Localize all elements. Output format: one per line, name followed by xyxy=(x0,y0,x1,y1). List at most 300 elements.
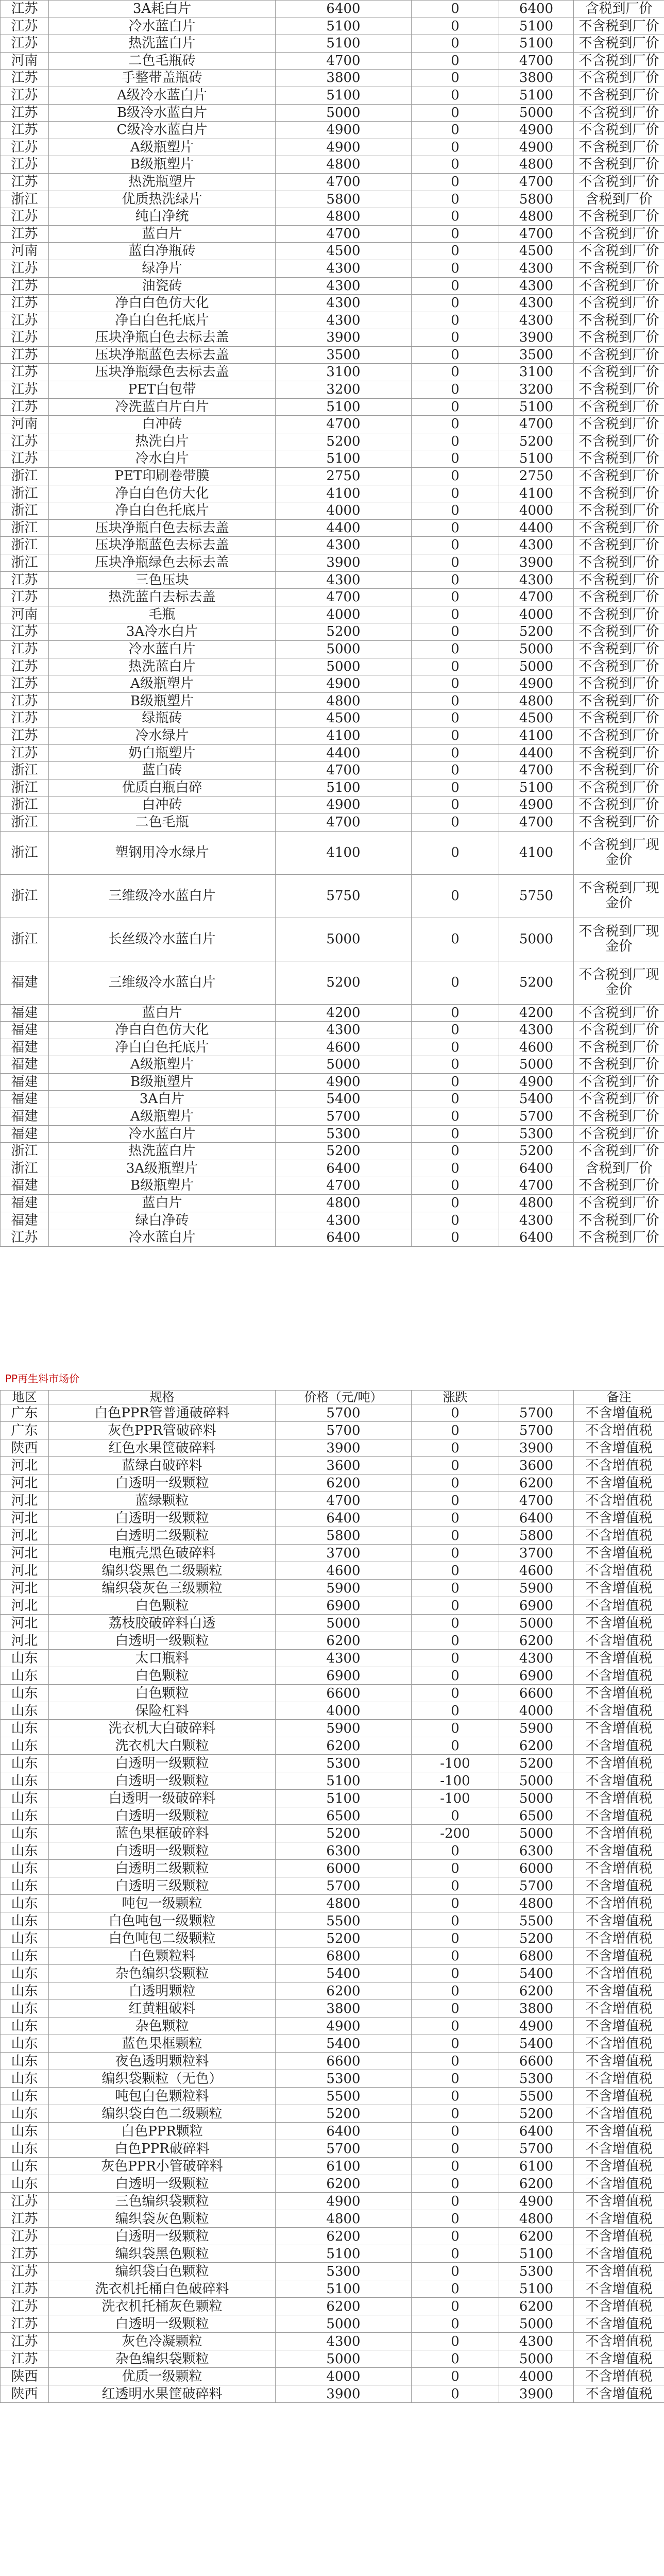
net-price-cell: 6500 xyxy=(499,1807,574,1825)
change-cell: 0 xyxy=(412,727,499,744)
table-row xyxy=(1,1562,664,1580)
region-cell: 陕西 xyxy=(1,2368,49,2385)
change-cell: 0 xyxy=(412,156,499,174)
table-row xyxy=(1,1965,664,1982)
region-cell: 河北 xyxy=(1,1632,49,1650)
note-cell: 不含增值税 xyxy=(574,1667,664,1685)
price-cell: 4700 xyxy=(276,173,412,191)
table-row xyxy=(1,1212,664,1229)
table-row xyxy=(1,1195,664,1212)
change-cell: 0 xyxy=(412,2228,499,2245)
price-cell: 5000 xyxy=(276,1056,412,1074)
note-cell: 不含增值税 xyxy=(574,2385,664,2403)
region-cell: 福建 xyxy=(1,961,49,1004)
change-cell: 0 xyxy=(412,398,499,416)
table-row xyxy=(1,2280,664,2298)
note-cell: 不含增值税 xyxy=(574,2175,664,2193)
note-cell: 含税到厂价 xyxy=(574,1,664,18)
spec-cell: 压块净瓶白色去标去盖 xyxy=(49,329,276,347)
price-cell: 3500 xyxy=(276,346,412,364)
net-price-cell: 4800 xyxy=(499,1195,574,1212)
spec-cell: 白透明三级颗粒 xyxy=(49,1877,276,1895)
price-cell: 6400 xyxy=(276,1510,412,1527)
note-cell: 不含税到厂价 xyxy=(574,70,664,87)
net-price-cell: 5000 xyxy=(499,658,574,675)
price-cell: 4300 xyxy=(276,1022,412,1039)
table-row xyxy=(1,1615,664,1632)
price-cell: 6400 xyxy=(276,1160,412,1177)
spec-cell: 压块净瓶白色去标去盖 xyxy=(49,519,276,537)
region-cell: 浙江 xyxy=(1,485,49,502)
spec-cell: 洗衣机托桶灰色颗粒 xyxy=(49,2298,276,2315)
table-row xyxy=(1,2315,664,2333)
price-cell: 6200 xyxy=(276,2175,412,2193)
spec-cell: 绿净片 xyxy=(49,260,276,277)
note-cell: 不含税到厂价 xyxy=(574,433,664,450)
net-price-cell: 4800 xyxy=(499,2210,574,2228)
net-price-cell: 4900 xyxy=(499,1073,574,1091)
note-cell: 不含税到厂价 xyxy=(574,35,664,53)
net-price-cell: 5000 xyxy=(499,918,574,961)
table-row xyxy=(1,1667,664,1685)
note-cell: 不含增值税 xyxy=(574,1772,664,1790)
change-cell: 0 xyxy=(412,502,499,520)
table-row xyxy=(1,485,664,502)
spec-cell: 洗衣机大白颗粒 xyxy=(49,1737,276,1755)
spec-cell: 热洗蓝白去标去盖 xyxy=(49,589,276,606)
net-price-cell: 4900 xyxy=(499,122,574,139)
region-cell: 河北 xyxy=(1,1562,49,1580)
spec-cell: 长丝级冷水蓝白片 xyxy=(49,918,276,961)
spec-cell: 三维级冷水蓝白片 xyxy=(49,874,276,918)
table-row xyxy=(1,1702,664,1720)
note-cell: 不含增值税 xyxy=(574,1755,664,1772)
spec-cell: 白色PPR破碎料 xyxy=(49,2140,276,2158)
change-cell: 0 xyxy=(412,208,499,226)
region-cell: 江苏 xyxy=(1,104,49,122)
region-cell: 山东 xyxy=(1,1825,49,1842)
spec-cell: 红色水果筐破碎料 xyxy=(49,1439,276,1457)
change-cell: 0 xyxy=(412,1422,499,1439)
table-row xyxy=(1,874,664,918)
net-price-cell: 4700 xyxy=(499,589,574,606)
note-cell: 不含税到厂价 xyxy=(574,52,664,70)
note-cell: 不含税到厂价 xyxy=(574,485,664,502)
change-cell: 0 xyxy=(412,87,499,104)
spec-cell: 白透明一级颗粒 xyxy=(49,1632,276,1650)
net-price-cell: 4000 xyxy=(499,1702,574,1720)
spec-cell: 白透明一级颗粒 xyxy=(49,1807,276,1825)
change-cell: 0 xyxy=(412,35,499,53)
net-price-cell: 5400 xyxy=(499,1091,574,1108)
spec-cell: 编织袋灰色颗粒 xyxy=(49,2210,276,2228)
price-cell: 4300 xyxy=(276,2333,412,2350)
price-cell: 4800 xyxy=(276,692,412,710)
net-price-cell: 4800 xyxy=(499,692,574,710)
price-cell: 2750 xyxy=(276,468,412,485)
table-row xyxy=(1,122,664,139)
table-row xyxy=(1,762,664,779)
price-cell: 5000 xyxy=(276,2350,412,2368)
change-cell: -200 xyxy=(412,1825,499,1842)
net-price-cell: 4300 xyxy=(499,312,574,329)
change-cell: 0 xyxy=(412,1039,499,1056)
table-row xyxy=(1,1912,664,1930)
net-price-cell: 6400 xyxy=(499,1,574,18)
change-cell: 0 xyxy=(412,589,499,606)
region-cell: 浙江 xyxy=(1,762,49,779)
change-cell: 0 xyxy=(412,1125,499,1143)
price-cell: 5200 xyxy=(276,1825,412,1842)
change-cell: 0 xyxy=(412,52,499,70)
net-price-cell: 5700 xyxy=(499,1422,574,1439)
table-row xyxy=(1,139,664,156)
net-price-cell: 4300 xyxy=(499,1022,574,1039)
spec-cell: 冷洗蓝白片白片 xyxy=(49,398,276,416)
note-cell: 不含增值税 xyxy=(574,1580,664,1597)
net-price-cell: 4000 xyxy=(499,2368,574,2385)
table-row xyxy=(1,961,664,1004)
change-cell: -100 xyxy=(412,1790,499,1807)
region-cell: 江苏 xyxy=(1,1229,49,1247)
table-row xyxy=(1,468,664,485)
net-price-cell: 5900 xyxy=(499,1580,574,1597)
region-cell: 山东 xyxy=(1,1667,49,1685)
price-cell: 4700 xyxy=(276,52,412,70)
note-cell: 不含增值税 xyxy=(574,1685,664,1702)
net-price-cell: 4200 xyxy=(499,1004,574,1022)
price-cell: 3800 xyxy=(276,70,412,87)
net-price-cell: 3100 xyxy=(499,364,574,381)
price-cell: 3200 xyxy=(276,381,412,399)
price-cell: 5000 xyxy=(276,658,412,675)
table-row xyxy=(1,208,664,226)
spec-cell: 蓝绿白破碎料 xyxy=(49,1457,276,1475)
table-row xyxy=(1,1,664,18)
table-row xyxy=(1,519,664,537)
net-price-cell: 4900 xyxy=(499,2018,574,2035)
region-cell: 山东 xyxy=(1,2000,49,2018)
spec-cell: 二色毛瓶 xyxy=(49,814,276,831)
note-cell: 不含增值税 xyxy=(574,2018,664,2035)
price-cell: 4300 xyxy=(276,537,412,554)
spec-cell: 净白白色仿大化 xyxy=(49,485,276,502)
change-cell: 0 xyxy=(412,1562,499,1580)
note-cell: 不含税到厂价 xyxy=(574,1125,664,1143)
spec-cell: 白透明一级颗粒 xyxy=(49,1475,276,1492)
price-cell: 4900 xyxy=(276,796,412,814)
net-price-cell: 5000 xyxy=(499,1615,574,1632)
net-price-cell: 5800 xyxy=(499,1527,574,1545)
table-row xyxy=(1,1825,664,1842)
note-cell: 不含税到厂价 xyxy=(574,1177,664,1195)
note-cell: 不含增值税 xyxy=(574,1475,664,1492)
change-cell: 0 xyxy=(412,1632,499,1650)
change-cell: 0 xyxy=(412,1022,499,1039)
table-row xyxy=(1,640,664,658)
spec-cell: 白透明颗粒 xyxy=(49,1982,276,2000)
spec-cell: 二色毛瓶砖 xyxy=(49,52,276,70)
table-row xyxy=(1,2175,664,2193)
note-cell: 不含增值税 xyxy=(574,1737,664,1755)
net-price-cell: 4700 xyxy=(499,416,574,433)
region-cell: 山东 xyxy=(1,1912,49,1930)
net-price-cell: 3600 xyxy=(499,1457,574,1475)
net-price-cell: 4800 xyxy=(499,1895,574,1912)
note-cell: 不含增值税 xyxy=(574,1790,664,1807)
table-row xyxy=(1,2053,664,2070)
change-cell: 0 xyxy=(412,623,499,641)
net-price-cell: 6200 xyxy=(499,2228,574,2245)
pp-header-row xyxy=(1,1391,664,1404)
change-cell: 0 xyxy=(412,1685,499,1702)
table-row xyxy=(1,450,664,468)
change-cell: 0 xyxy=(412,295,499,312)
price-cell: 5100 xyxy=(276,2245,412,2263)
price-cell: 6900 xyxy=(276,1667,412,1685)
change-cell: 0 xyxy=(412,762,499,779)
region-cell: 广东 xyxy=(1,1422,49,1439)
table-row xyxy=(1,2193,664,2210)
price-cell: 5800 xyxy=(276,191,412,208)
region-cell: 江苏 xyxy=(1,2210,49,2228)
table-row xyxy=(1,1860,664,1877)
net-price-cell: 4700 xyxy=(499,173,574,191)
change-cell: 0 xyxy=(412,814,499,831)
region-cell: 福建 xyxy=(1,1108,49,1126)
spec-cell: 灰色PPR小管破碎料 xyxy=(49,2158,276,2175)
change-cell: 0 xyxy=(412,1143,499,1160)
change-cell: 0 xyxy=(412,2035,499,2053)
net-price-cell: 4300 xyxy=(499,277,574,295)
region-cell: 江苏 xyxy=(1,571,49,589)
spec-cell: 杂色颗粒 xyxy=(49,2018,276,2035)
net-price-cell: 5100 xyxy=(499,2245,574,2263)
change-cell: 0 xyxy=(412,2123,499,2140)
region-cell: 江苏 xyxy=(1,35,49,53)
region-cell: 山东 xyxy=(1,1702,49,1720)
spec-cell: B级瓶塑片 xyxy=(49,1177,276,1195)
net-price-cell: 5000 xyxy=(499,1825,574,1842)
note-cell: 不含增值税 xyxy=(574,1632,664,1650)
spec-cell: 绿瓶砖 xyxy=(49,710,276,727)
region-cell: 山东 xyxy=(1,1737,49,1755)
table-row xyxy=(1,416,664,433)
table-row xyxy=(1,1056,664,1074)
net-price-cell: 5200 xyxy=(499,433,574,450)
region-cell: 浙江 xyxy=(1,831,49,874)
price-cell: 6600 xyxy=(276,1685,412,1702)
region-cell: 山东 xyxy=(1,2035,49,2053)
price-cell: 5000 xyxy=(276,1615,412,1632)
note-cell: 不含税到厂价 xyxy=(574,243,664,260)
spec-cell: PET白包带 xyxy=(49,381,276,399)
net-price-cell: 3900 xyxy=(499,1439,574,1457)
price-cell: 4300 xyxy=(276,312,412,329)
price-cell: 5000 xyxy=(276,2315,412,2333)
change-cell: 0 xyxy=(412,2053,499,2070)
table-row xyxy=(1,18,664,35)
region-cell: 河北 xyxy=(1,1545,49,1562)
region-cell: 山东 xyxy=(1,1720,49,1737)
note-cell: 不含增值税 xyxy=(574,1457,664,1475)
spec-cell: 优质热洗绿片 xyxy=(49,191,276,208)
change-cell: 0 xyxy=(412,346,499,364)
table-row xyxy=(1,156,664,174)
price-cell: 4800 xyxy=(276,1895,412,1912)
spec-cell: 热洗瓶塑片 xyxy=(49,173,276,191)
net-price-cell: 5200 xyxy=(499,2105,574,2123)
table-row xyxy=(1,1143,664,1160)
net-price-cell: 6200 xyxy=(499,1475,574,1492)
change-cell: 0 xyxy=(412,571,499,589)
price-cell: 6400 xyxy=(276,1229,412,1247)
net-price-cell: 5900 xyxy=(499,1720,574,1737)
price-cell: 4900 xyxy=(276,675,412,693)
region-cell: 河北 xyxy=(1,1475,49,1492)
net-price-cell: 5000 xyxy=(499,104,574,122)
note-cell: 不含税到厂价 xyxy=(574,589,664,606)
region-cell: 山东 xyxy=(1,2105,49,2123)
net-price-cell: 4100 xyxy=(499,831,574,874)
spec-cell: 编织袋黑色二级颗粒 xyxy=(49,1562,276,1580)
region-cell: 江苏 xyxy=(1,623,49,641)
spec-cell: 洗衣机托桶白色破碎料 xyxy=(49,2280,276,2298)
note-cell: 不含税到厂价 xyxy=(574,1195,664,1212)
table-row xyxy=(1,1772,664,1790)
header-region: 地区 xyxy=(1,1391,49,1404)
note-cell: 不含税到厂价 xyxy=(574,381,664,399)
price-cell: 5100 xyxy=(276,87,412,104)
price-cell: 6200 xyxy=(276,1475,412,1492)
region-cell: 山东 xyxy=(1,1842,49,1860)
change-cell: 0 xyxy=(412,692,499,710)
price-cell: 5100 xyxy=(276,450,412,468)
table-row xyxy=(1,364,664,381)
spec-cell: 蓝白净瓶砖 xyxy=(49,243,276,260)
spec-cell: PET印刷卷带膜 xyxy=(49,468,276,485)
price-cell: 4500 xyxy=(276,710,412,727)
spec-cell: 蓝色果框破碎料 xyxy=(49,1825,276,1842)
table-row xyxy=(1,1475,664,1492)
change-cell: 0 xyxy=(412,1982,499,2000)
net-price-cell: 6200 xyxy=(499,1982,574,2000)
note-cell: 不含增值税 xyxy=(574,2228,664,2245)
price-cell: 3700 xyxy=(276,1545,412,1562)
spec-cell: 白透明一级破碎料 xyxy=(49,1790,276,1807)
price-cell: 4700 xyxy=(276,762,412,779)
table-row xyxy=(1,104,664,122)
note-cell: 不含税到厂现金价 xyxy=(574,961,664,1004)
spec-cell: 冷水蓝白片 xyxy=(49,640,276,658)
table-row xyxy=(1,346,664,364)
net-price-cell: 5300 xyxy=(499,1125,574,1143)
region-cell: 浙江 xyxy=(1,1143,49,1160)
note-cell: 不含税到厂价 xyxy=(574,173,664,191)
spec-cell: 3A耗白片 xyxy=(49,1,276,18)
change-cell: 0 xyxy=(412,2245,499,2263)
net-price-cell: 5100 xyxy=(499,87,574,104)
region-cell: 浙江 xyxy=(1,554,49,572)
price-cell: 4300 xyxy=(276,260,412,277)
price-cell: 4700 xyxy=(276,1177,412,1195)
note-cell: 不含税到厂价 xyxy=(574,1056,664,1074)
note-cell: 不含税到厂价 xyxy=(574,364,664,381)
table-row xyxy=(1,2263,664,2280)
change-cell: 0 xyxy=(412,2193,499,2210)
table-row xyxy=(1,398,664,416)
region-cell: 浙江 xyxy=(1,537,49,554)
region-cell: 江苏 xyxy=(1,398,49,416)
price-cell: 4800 xyxy=(276,1195,412,1212)
region-cell: 山东 xyxy=(1,1965,49,1982)
spec-cell: 白色吨包二级颗粒 xyxy=(49,1930,276,1947)
table-row xyxy=(1,260,664,277)
region-cell: 江苏 xyxy=(1,2315,49,2333)
region-cell: 山东 xyxy=(1,1947,49,1965)
price-cell: 4900 xyxy=(276,1073,412,1091)
change-cell: 0 xyxy=(412,1667,499,1685)
table-row xyxy=(1,1125,664,1143)
note-cell: 不含增值税 xyxy=(574,1982,664,2000)
change-cell: -100 xyxy=(412,1772,499,1790)
spec-cell: 灰色冷凝颗粒 xyxy=(49,2333,276,2350)
note-cell: 不含税到厂价 xyxy=(574,1143,664,1160)
table-row xyxy=(1,70,664,87)
region-cell: 河南 xyxy=(1,243,49,260)
change-cell: 0 xyxy=(412,381,499,399)
region-cell: 浙江 xyxy=(1,814,49,831)
spec-cell: 三维级冷水蓝白片 xyxy=(49,961,276,1004)
change-cell: 0 xyxy=(412,658,499,675)
table-row xyxy=(1,814,664,831)
region-cell: 浙江 xyxy=(1,779,49,796)
note-cell: 不含税到厂价 xyxy=(574,762,664,779)
net-price-cell: 4400 xyxy=(499,744,574,762)
change-cell: 0 xyxy=(412,1580,499,1597)
price-cell: 5100 xyxy=(276,2280,412,2298)
table-row xyxy=(1,1842,664,1860)
net-price-cell: 5200 xyxy=(499,623,574,641)
region-cell: 江苏 xyxy=(1,710,49,727)
change-cell: 0 xyxy=(412,796,499,814)
note-cell: 不含税到厂价 xyxy=(574,623,664,641)
spec-cell: 塑钢用冷水绿片 xyxy=(49,831,276,874)
table-row xyxy=(1,744,664,762)
note-cell: 不含税到厂价 xyxy=(574,796,664,814)
net-price-cell: 5200 xyxy=(499,1755,574,1772)
change-cell: 0 xyxy=(412,2315,499,2333)
change-cell: 0 xyxy=(412,1947,499,1965)
table-row xyxy=(1,277,664,295)
price-cell: 4000 xyxy=(276,502,412,520)
change-cell: 0 xyxy=(412,1930,499,1947)
spec-cell: 灰色PPR管破碎料 xyxy=(49,1422,276,1439)
note-cell: 不含增值税 xyxy=(574,1527,664,1545)
table-row xyxy=(1,658,664,675)
change-cell: 0 xyxy=(412,1457,499,1475)
region-cell: 山东 xyxy=(1,1877,49,1895)
table-row xyxy=(1,1108,664,1126)
change-cell: 0 xyxy=(412,1439,499,1457)
change-cell: 0 xyxy=(412,173,499,191)
region-cell: 江苏 xyxy=(1,658,49,675)
note-cell: 不含增值税 xyxy=(574,2053,664,2070)
change-cell: 0 xyxy=(412,1212,499,1229)
note-cell: 不含税到厂价 xyxy=(574,519,664,537)
note-cell: 含税到厂价 xyxy=(574,1160,664,1177)
price-cell: 6400 xyxy=(276,1,412,18)
